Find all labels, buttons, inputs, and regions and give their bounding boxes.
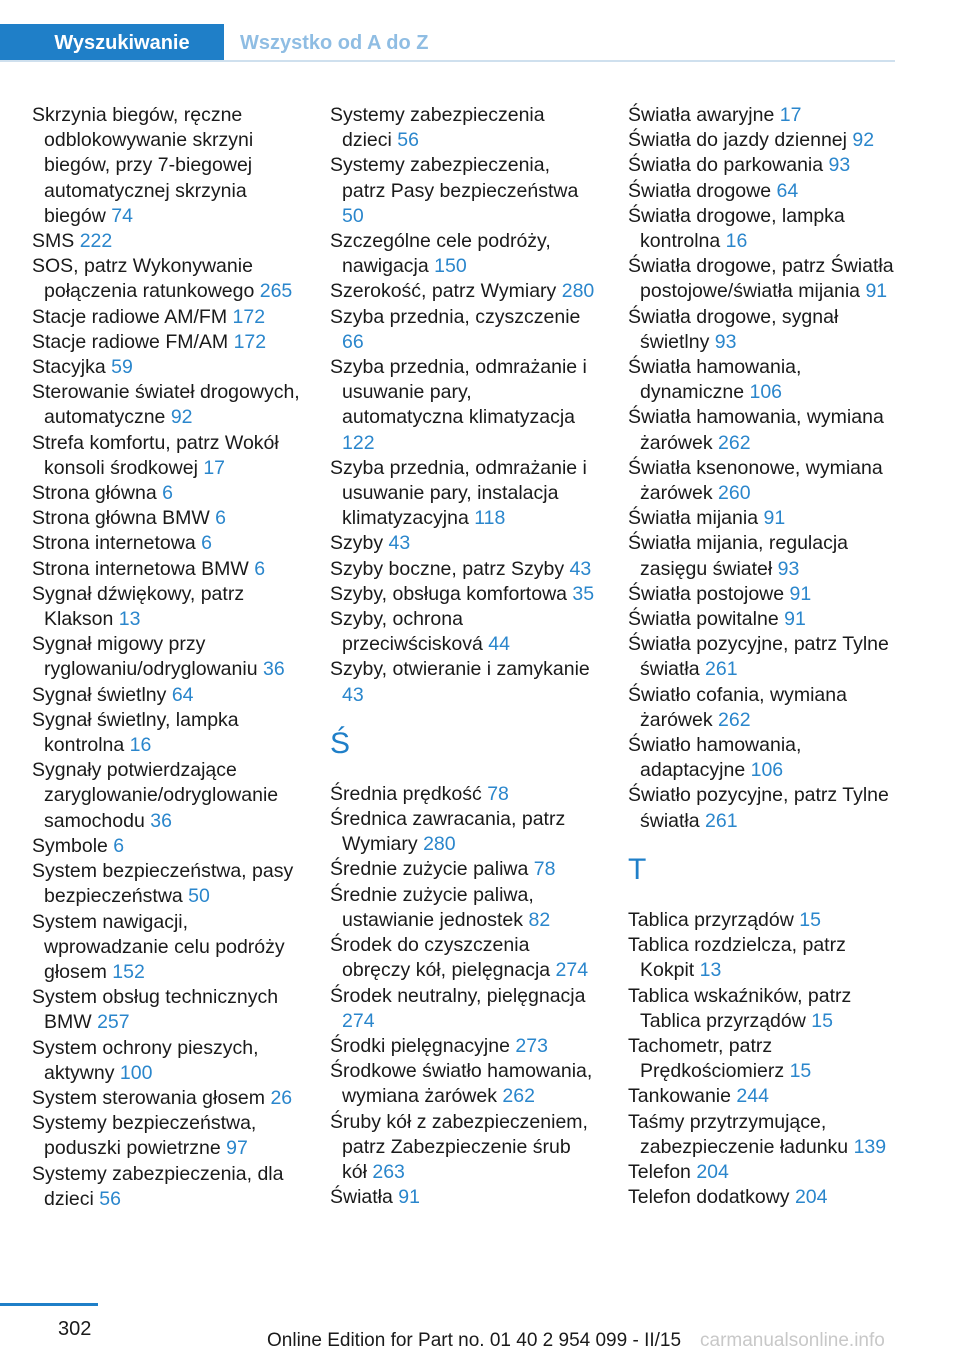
index-entry: [32, 506, 300, 531]
index-page-link[interactable]: 172: [233, 330, 267, 353]
index-page-link[interactable]: 222: [79, 230, 113, 253]
index-column-1: [32, 103, 300, 1212]
index-entry: [628, 179, 896, 204]
index-entry-text: Strona internetowa: [32, 532, 196, 555]
index-page-link[interactable]: 26: [270, 1086, 293, 1109]
index-entry-text: Systemy bezpieczeństwa, poduszki powietrzne: [32, 1112, 257, 1160]
tab-label: Wszystko od A do Z: [240, 31, 429, 54]
index-entry: [628, 153, 896, 178]
index-entry: [628, 632, 896, 682]
index-entry-text: Strona internetowa BMW: [32, 557, 249, 580]
index-page-link[interactable]: 257: [97, 1011, 130, 1034]
index-entry: [32, 834, 300, 859]
index-entry-text: Stacje radiowe FM/AM: [32, 330, 229, 353]
index-entry-text: System bezpieczeństwa, pasy bezpieczeństwa: [32, 860, 294, 908]
index-page-link[interactable]: 280: [561, 280, 595, 303]
index-entry-text: Światło pozycyjne, patrz Tylne światła: [628, 784, 889, 832]
index-entry-text: Środek do czyszczenia obręczy kół, pielęgnacja: [330, 934, 551, 982]
index-page-link[interactable]: 152: [112, 960, 145, 983]
index-page-link[interactable]: 263: [372, 1160, 405, 1183]
index-entry-text: SMS: [32, 230, 75, 253]
index-entry-text: Strefa komfortu, patrz Wokół konsoli środkowej: [32, 431, 279, 479]
index-page-link[interactable]: 56: [397, 129, 419, 152]
index-page-link[interactable]: 66: [342, 330, 364, 353]
tab-wszystko-od-a-do-z[interactable]: [240, 24, 429, 62]
index-entry: [628, 1110, 896, 1160]
page-number: 302: [58, 1318, 92, 1340]
index-entry: [628, 204, 896, 254]
index-entry: [32, 481, 300, 506]
index-entry-text: Światło cofania, wymiana żarówek: [628, 683, 847, 731]
index-page-link[interactable]: 172: [232, 305, 266, 328]
index-entry: [32, 582, 300, 632]
index-entry: [330, 557, 598, 582]
index-entry: [32, 1162, 300, 1212]
index-page-link[interactable]: 93: [714, 330, 737, 353]
index-column-3: [628, 103, 896, 1210]
index-page-link[interactable]: 6: [215, 507, 227, 530]
watermark: carmanualsonline.info: [700, 1330, 885, 1351]
index-page-link[interactable]: 97: [226, 1137, 248, 1160]
index-entry-text: Światło hamowania, adaptacyjne: [628, 734, 802, 782]
index-page-link[interactable]: 204: [696, 1160, 729, 1183]
index-entry-text: Światła drogowe: [628, 179, 772, 202]
index-entry: [32, 758, 300, 834]
index-page-link[interactable]: 82: [528, 908, 551, 931]
index-entry-text: SOS, patrz Wykonywanie połączenia ratunkowego: [32, 255, 255, 303]
index-page-link[interactable]: 244: [736, 1085, 769, 1108]
index-entry-text: Sygnał dźwiękowy, patrz Klakson: [32, 582, 245, 631]
index-entry: [628, 355, 896, 405]
index-entry: [32, 355, 300, 380]
index-page-link[interactable]: 50: [188, 885, 210, 908]
index-entry-text: Światła pozycyjne, patrz Tylne światła: [628, 633, 889, 681]
tab-wyszukiwanie[interactable]: [0, 24, 224, 62]
index-entry-text: Systemy zabezpieczenia, dla dzieci: [32, 1162, 284, 1210]
index-page-link[interactable]: 261: [705, 809, 738, 832]
index-page-link[interactable]: 106: [750, 759, 784, 782]
index-entry: [628, 1034, 896, 1084]
index-entry: [32, 985, 300, 1035]
index-entry: [628, 128, 896, 153]
index-entry-text: Tachometr, patrz Prędkościomierz: [628, 1034, 785, 1083]
index-entry: [32, 557, 300, 582]
index-entry: [628, 1084, 896, 1109]
index-entry-text: Sygnał migowy przy ryglowaniu/odryglowaniu: [32, 633, 258, 681]
index-page-link[interactable]: 91: [865, 280, 888, 303]
index-entry: [628, 1185, 896, 1210]
index-entry-text: Światła powitalne: [628, 608, 779, 631]
index-entry-text: Sterowanie świateł drogowych, automatyczne: [32, 381, 300, 429]
index-entry: [32, 254, 300, 304]
index-page-link[interactable]: 74: [111, 204, 133, 227]
index-entry: [330, 582, 598, 607]
index-entry-text: Światła postojowe: [628, 582, 785, 605]
index-entry: [32, 683, 300, 708]
index-entry-text: Szyby: [330, 532, 384, 555]
index-page-link[interactable]: 17: [779, 104, 802, 126]
index-page-link[interactable]: 91: [789, 582, 812, 605]
index-entry-text: Stacyjka: [32, 356, 106, 379]
index-entry: [330, 279, 598, 304]
index-entry: [330, 1059, 598, 1109]
index-page-link[interactable]: 280: [423, 833, 456, 856]
index-entry-text: Światła awaryjne: [628, 104, 775, 126]
index-entry: [32, 305, 300, 330]
index-entry-text: Telefon dodatkowy: [628, 1186, 790, 1209]
index-entry-text: Światła ksenonowe, wymiana żarówek: [628, 456, 883, 505]
index-page-link[interactable]: 64: [776, 179, 799, 202]
index-entry-text: Symbole: [32, 834, 108, 857]
index-page-link[interactable]: 43: [569, 557, 592, 580]
index-entry-text: System sterowania głosem: [32, 1086, 266, 1109]
index-page-link[interactable]: 122: [342, 431, 375, 454]
index-entry: [330, 807, 598, 857]
index-entry-text: Światła drogowe, lampka kontrolna: [628, 204, 845, 253]
index-letter-heading: Ś: [330, 726, 351, 760]
index-entry: [32, 1111, 300, 1161]
index-page-link[interactable]: 35: [572, 582, 595, 605]
index-entry: [330, 883, 598, 933]
index-page-link[interactable]: 91: [398, 1186, 420, 1209]
index-page-link[interactable]: 56: [99, 1187, 121, 1210]
index-page-link[interactable]: 91: [763, 507, 786, 530]
index-page-link[interactable]: 15: [811, 1009, 833, 1032]
edition-line: Online Edition for Part no. 01 40 2 954 099 - II/15: [267, 1330, 682, 1351]
index-entry: [628, 908, 896, 933]
index-page-link[interactable]: 274: [342, 1009, 375, 1032]
index-page-link[interactable]: 17: [203, 456, 226, 479]
index-entry: [628, 305, 896, 355]
index-entry-text: Środek neutralny, pielęgnacja: [330, 984, 586, 1007]
index-page-link[interactable]: 262: [718, 708, 751, 731]
index-entry: [330, 456, 598, 532]
index-page-link[interactable]: 265: [259, 280, 293, 303]
index-page-link[interactable]: 106: [749, 381, 783, 404]
index-entry-text: Systemy zabezpieczenia, patrz Pasy bezpieczeństwa: [330, 154, 579, 202]
index-entry: [330, 305, 598, 355]
index-entry: [628, 582, 896, 607]
index-entry-text: Światła drogowe, sygnał świetlny: [628, 305, 839, 353]
index-entry-text: Taśmy przytrzymujące, zabezpieczenie ładunku: [628, 1110, 849, 1158]
index-page-link[interactable]: 64: [171, 683, 194, 706]
index-entry-text: Stacje radiowe AM/FM: [32, 305, 228, 328]
index-entry-text: Światła hamowania, dynamiczne: [628, 356, 802, 404]
index-entry: [32, 708, 300, 758]
index-page-link[interactable]: 16: [129, 734, 152, 757]
index-page-link[interactable]: 15: [799, 908, 821, 931]
index-page-link[interactable]: 261: [705, 658, 738, 681]
index-page-link[interactable]: 15: [789, 1060, 812, 1083]
index-page-link[interactable]: 13: [699, 959, 722, 982]
index-page-link[interactable]: 44: [488, 633, 510, 656]
index-entry: [330, 531, 598, 556]
index-entry-text: Średnica zawracania, patrz Wymiary: [330, 808, 566, 856]
index-page-link[interactable]: 6: [162, 482, 173, 505]
index-entry-text: System obsług technicznych BMW: [32, 986, 279, 1034]
index-entry-text: Sygnał świetlny: [32, 683, 167, 706]
index-page-link[interactable]: 93: [777, 557, 800, 580]
index-entry: [32, 910, 300, 986]
index-entry-text: Tankowanie: [628, 1085, 731, 1108]
index-entry: [32, 632, 300, 682]
index-entry: [628, 984, 896, 1034]
index-entry-text: Strona główna BMW: [32, 507, 210, 530]
index-entry-text: Szyba przednia, czyszczenie: [330, 305, 581, 328]
index-page-link[interactable]: 6: [254, 557, 266, 580]
index-entry-text: Światła: [330, 1186, 393, 1209]
index-entry-text: Światła drogowe, patrz Światła postojowe/światła mijania: [628, 255, 894, 303]
index-entry: [330, 933, 598, 983]
index-entry: [330, 355, 598, 456]
index-entry-text: Szyby boczne, patrz Szyby: [330, 557, 565, 580]
index-entry-text: System ochrony pieszych, aktywny: [32, 1036, 259, 1084]
index-page-link[interactable]: 6: [201, 532, 212, 555]
index-entry: [330, 657, 598, 707]
index-entry: [32, 531, 300, 556]
index-entry-text: Średnia prędkość: [330, 782, 482, 805]
index-entry: [32, 1086, 300, 1111]
index-entry: [32, 859, 300, 909]
index-letter-heading: T: [628, 852, 647, 886]
index-entry: [330, 857, 598, 882]
index-entry-text: Śruby kół z zabezpieczeniem, patrz Zabezpieczenie śrub kół: [330, 1110, 588, 1183]
index-entry: [32, 229, 300, 254]
index-entry-text: Tablica przyrządów: [628, 908, 794, 931]
index-page-link[interactable]: 262: [502, 1085, 535, 1108]
index-page-link[interactable]: 262: [718, 431, 751, 454]
index-entry: [628, 783, 896, 833]
index-entry-text: Telefon: [628, 1160, 691, 1183]
index-entry: [628, 733, 896, 783]
index-entry-text: Szyba przednia, odmrażanie i usuwanie pary, automatyczna klimatyzacja: [330, 356, 587, 429]
index-entry-text: Tablica rozdzielcza, patrz Kokpit: [628, 934, 846, 982]
index-entry-text: Światła mijania, regulacja zasięgu świateł: [628, 532, 849, 580]
index-page-link[interactable]: 36: [150, 809, 172, 832]
index-entry: [32, 103, 300, 229]
index-entry: [330, 1034, 598, 1059]
index-entry-text: Sygnał świetlny, lampka kontrolna: [32, 708, 239, 757]
index-page-link[interactable]: 6: [113, 834, 125, 857]
index-entry: [32, 380, 300, 430]
index-entry: [330, 1185, 598, 1210]
index-entry-text: Środki pielęgnacyjne: [330, 1034, 510, 1057]
index-entry-text: Systemy zabezpieczenia dzieci: [330, 104, 545, 152]
index-entry: [628, 607, 896, 632]
index-page-link[interactable]: 43: [342, 683, 364, 706]
index-entry: [628, 531, 896, 581]
index-entry: [330, 153, 598, 229]
index-entry: [628, 254, 896, 304]
index-entry-text: Tablica wskaźników, patrz Tablica przyrządów: [628, 984, 852, 1032]
index-entry-text: Szyby, ochrona przeciwścisková: [330, 608, 483, 656]
index-entry-text: Średnie zużycie paliwa: [330, 858, 529, 881]
index-page-link[interactable]: 78: [533, 858, 556, 881]
index-entry: [628, 933, 896, 983]
index-entry-text: Szyby, otwieranie i zamykanie: [330, 658, 590, 681]
index-entry-text: Światła do parkowania: [628, 154, 824, 177]
index-page-link[interactable]: 50: [342, 204, 364, 227]
index-entry-text: Szerokość, patrz Wymiary: [330, 280, 557, 303]
index-entry: [330, 103, 598, 153]
index-page-link[interactable]: 150: [434, 255, 467, 278]
index-entry: [628, 456, 896, 506]
tab-label: Wyszukiwanie: [54, 31, 190, 54]
index-page-link[interactable]: 204: [794, 1186, 828, 1209]
index-entry-text: Szyby, obsługa komfortowa: [330, 582, 567, 605]
index-entry: [32, 431, 300, 481]
index-entry: [628, 1160, 896, 1185]
index-page-link[interactable]: 139: [853, 1135, 887, 1158]
index-entry-text: Światła mijania: [628, 507, 759, 530]
index-page-link[interactable]: 118: [474, 507, 506, 530]
index-entry: [330, 984, 598, 1034]
index-entry: [32, 1036, 300, 1086]
index-entry-text: Światła do jazdy dziennej: [628, 129, 847, 152]
index-entry: [628, 405, 896, 455]
index-entry-text: Strona główna: [32, 482, 157, 505]
index-page-link[interactable]: 93: [828, 154, 851, 177]
index-entry-text: Środkowe światło hamowania, wymiana żarówek: [330, 1060, 593, 1108]
index-entry-text: Światła hamowania, wymiana żarówek: [628, 406, 884, 454]
index-page-link[interactable]: 13: [118, 608, 141, 631]
index-entry: [330, 782, 598, 807]
index-page-link[interactable]: 16: [725, 230, 748, 253]
index-entry: [628, 506, 896, 531]
index-page-link[interactable]: 100: [119, 1061, 153, 1084]
index-entry-text: Szczególne cele podróży, nawigacja: [330, 230, 551, 278]
index-page-link[interactable]: 43: [388, 532, 411, 555]
index-entry: [330, 229, 598, 279]
index-entry-text: Średnie zużycie paliwa, ustawianie jednostek: [330, 883, 534, 931]
index-page-link[interactable]: 91: [784, 608, 806, 631]
index-page-link[interactable]: 36: [262, 658, 285, 681]
index-page-link[interactable]: 260: [718, 482, 751, 505]
index-entry-text: Skrzynia biegów, ręczne odblokowywanie skrzyni biegów, przy 7-biegowej automatycznej skrzynia biegów: [32, 104, 254, 227]
index-entry-text: Sygnały potwierdzające zaryglowanie/odryglowanie samochodu: [32, 759, 279, 832]
index-entry: [330, 1110, 598, 1186]
index-page-link[interactable]: 92: [170, 406, 193, 429]
index-page-link[interactable]: 78: [487, 782, 509, 805]
index-entry: [628, 103, 896, 128]
index-entry: [32, 330, 300, 355]
index-page-link[interactable]: 273: [515, 1034, 548, 1057]
index-entry: [628, 683, 896, 733]
index-page-link[interactable]: 274: [555, 959, 589, 982]
index-entry-text: System nawigacji, wprowadzanie celu podróży głosem: [32, 910, 285, 983]
index-column-2: [330, 103, 598, 1210]
index-page-link[interactable]: 59: [111, 356, 133, 379]
header-divider: [0, 60, 895, 62]
index-entry-text: Szyba przednia, odmrażanie i usuwanie pary, instalacja klimatyzacyjna: [330, 456, 587, 530]
index-page-link[interactable]: 92: [852, 129, 875, 152]
footer-rule: [0, 1303, 98, 1306]
index-entry: [330, 607, 598, 657]
